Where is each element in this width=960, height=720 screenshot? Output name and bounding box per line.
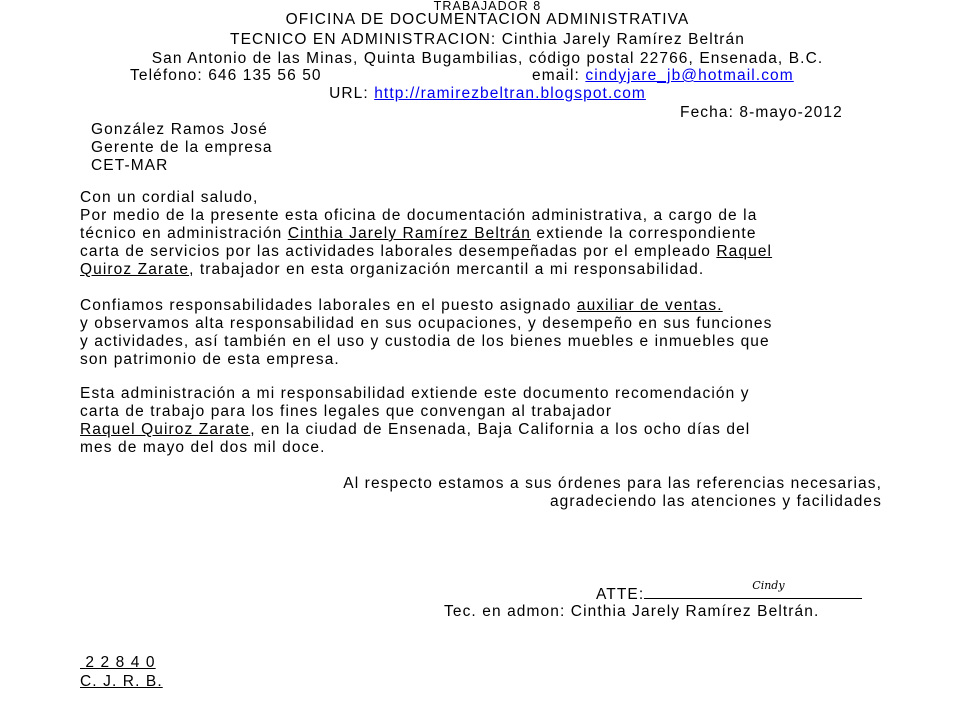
greeting: Con un cordial saludo, [80, 189, 259, 206]
closing-line2: agradeciendo las atenciones y facilidades [549, 493, 882, 510]
reference-code-text: 2 2 8 4 0 [85, 654, 156, 671]
reference-code [80, 655, 156, 671]
recipient-name: González Ramos José [91, 121, 268, 138]
phone-line: Teléfono: 646 135 56 50 [130, 67, 322, 84]
url-label: URL: [329, 85, 369, 102]
p3-text: , en la ciudad de Ensenada, Baja California a los ocho días del [250, 421, 751, 438]
recipient-position: Gerente de la empresa [91, 139, 273, 156]
url-line [0, 86, 960, 102]
closing-line1: Al respecto estamos a sus órdenes para las referencias necesarias, [343, 475, 882, 492]
address-line: San Antonio de las Minas, Quinta Bugambilias, código postal 22766, Ensenada, B.C. [151, 50, 824, 67]
atte-label: ATTE: [596, 586, 645, 603]
technician-line: TECNICO EN ADMINISTRACION: Cinthia Jarely Ramírez Beltrán [230, 31, 745, 48]
p3-line1: Esta administración a mi responsabilidad extiende este documento recomendación y [80, 385, 750, 402]
email-label: email: [532, 67, 580, 84]
p1-text: extiende la correspondiente [531, 225, 757, 242]
employee-name-part1: Raquel [716, 243, 773, 260]
signature-scrawl: Cindy [752, 579, 785, 592]
atte-line [596, 579, 862, 603]
p1-text: técnico en administración [80, 225, 288, 242]
p1-line4 [80, 262, 704, 278]
url-link[interactable]: http://ramirezbeltran.blogspot.com [374, 85, 646, 102]
p2-line3: y actividades, así también en el uso y custodia de los bienes muebles e inmuebles que [80, 333, 770, 350]
email-link[interactable]: cindyjare_jb@hotmail.com [585, 67, 794, 84]
recipient-company: CET-MAR [91, 157, 169, 174]
email-line [532, 68, 794, 84]
p2-line4: son patrimonio de esta empresa. [80, 351, 340, 368]
reference-initials: C. J. R. B. [80, 673, 163, 690]
p1-line2 [80, 226, 757, 242]
p3-line2: carta de trabajo para los fines legales que convengan al trabajador [80, 403, 613, 420]
signer-line: Tec. en admon: Cinthia Jarely Ramírez Beltrán. [444, 603, 820, 620]
pre-title: TRABAJADOR 8 [433, 0, 542, 13]
p2-line2: y observamos alta responsabilidad en sus ocupaciones, y desempeño en sus funciones [80, 315, 773, 332]
p3-line4: mes de mayo del dos mil doce. [80, 439, 326, 456]
p1-text: , trabajador en esta organización mercantil a mi responsabilidad. [189, 261, 705, 278]
p3-line3 [80, 422, 750, 438]
p1-line1: Por medio de la presente esta oficina de documentación administrativa, a cargo de la [80, 207, 758, 224]
p1-text: carta de servicios por las actividades laborales desempeñadas por el empleado [80, 243, 717, 260]
p2-text: Confiamos responsabilidades laborales en el puesto asignado [80, 297, 577, 314]
date-line: Fecha: 8-mayo-2012 [680, 104, 843, 121]
p1-line3 [80, 244, 772, 260]
employee-name-part2: Quiroz Zarate [80, 261, 190, 278]
job-title: auxiliar de ventas. [576, 297, 723, 314]
technician-name: Cinthia Jarely Ramírez Beltrán [287, 225, 532, 242]
signature-line [644, 579, 862, 599]
employee-name: Raquel Quiroz Zarate [80, 421, 251, 438]
p2-line1 [80, 298, 723, 314]
office-title: OFICINA DE DOCUMENTACION ADMINISTRATIVA [285, 11, 690, 28]
